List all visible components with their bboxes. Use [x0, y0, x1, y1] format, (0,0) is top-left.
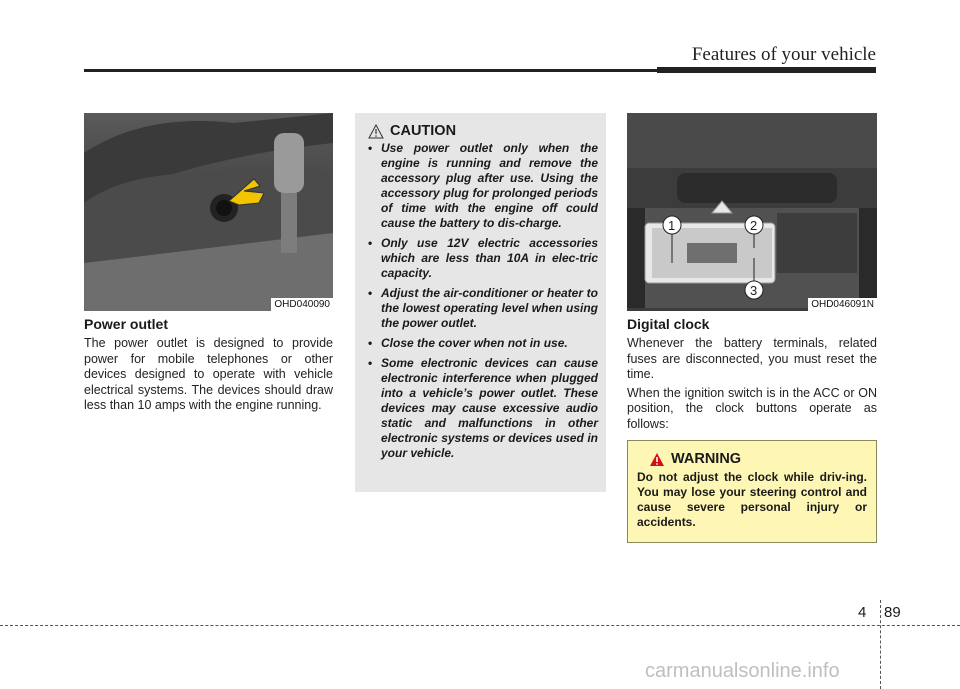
callout-3: 3 — [750, 283, 758, 298]
caution-list — [363, 141, 598, 461]
footer-rule — [0, 625, 960, 626]
digital-clock-body — [627, 336, 877, 435]
caution-item: • Only use 12V electric accessories which are less than 10A in elec-tric capacity. — [363, 236, 598, 281]
photo-caption-right: OHD046091N — [808, 298, 877, 311]
header-title: Features of your vehicle — [691, 44, 876, 65]
warning-text: Do not adjust the clock while driv-ing. You may lose your steering control and cause severe personal injury or accidents. — [637, 470, 867, 529]
caution-title-text: CAUTION — [390, 123, 457, 139]
warning-title — [637, 451, 867, 467]
digital-clock-photo — [627, 113, 877, 311]
caution-item: • Some electronic devices can cause electronic interference when plugged into a vehicle’s power outlet. These devices may cause excessive audio static and malfunctions in other electronic systems or devices used in your vehicle. — [363, 356, 598, 461]
power-outlet-photo — [84, 113, 333, 311]
digital-clock-illustration — [627, 113, 877, 311]
photo-caption-left: OHD040090 — [271, 298, 333, 311]
power-outlet-illustration — [84, 113, 333, 311]
warning-title-text: WARNING — [671, 451, 742, 467]
header-rule-accent — [657, 67, 876, 73]
watermark: carmanualsonline.info — [645, 660, 840, 682]
callout-1: 1 — [668, 218, 676, 233]
power-outlet-body — [84, 336, 333, 417]
warning-box — [627, 440, 877, 543]
chapter-number: 4 — [858, 604, 867, 621]
footer-divider — [880, 600, 881, 689]
digital-clock-heading: Digital clock — [627, 316, 710, 332]
warning-triangle-icon — [649, 452, 665, 467]
caution-triangle-icon — [368, 124, 384, 139]
digital-clock-paragraph: Whenever the battery terminals, related fuses are disconnected, you must reset the time. — [627, 336, 877, 381]
power-outlet-heading: Power outlet — [84, 316, 169, 332]
digital-clock-paragraph: When the ignition switch is in the ACC or ON position, the clock buttons operate as follows: — [627, 385, 877, 431]
power-outlet-paragraph: The power outlet is designed to provide power for mobile telephones or other devices designed to operate with vehicle electrical systems. The devices should draw less than 10 amps with the engine running. — [84, 336, 333, 412]
caution-item: • Adjust the air-conditioner or heater to the lowest operating level when using the power outlet. — [363, 286, 598, 331]
page-number: 89 — [884, 604, 901, 621]
caution-title — [363, 123, 598, 139]
caution-box — [355, 113, 606, 492]
caution-item: • Use power outlet only when the engine is running and remove the accessory plug after use. Using the accessory plug for prolonged periods of time with the engine off could cause the battery to dis-charge. — [363, 141, 598, 231]
callout-2: 2 — [750, 218, 758, 233]
caution-item: • Close the cover when not in use. — [363, 336, 598, 351]
